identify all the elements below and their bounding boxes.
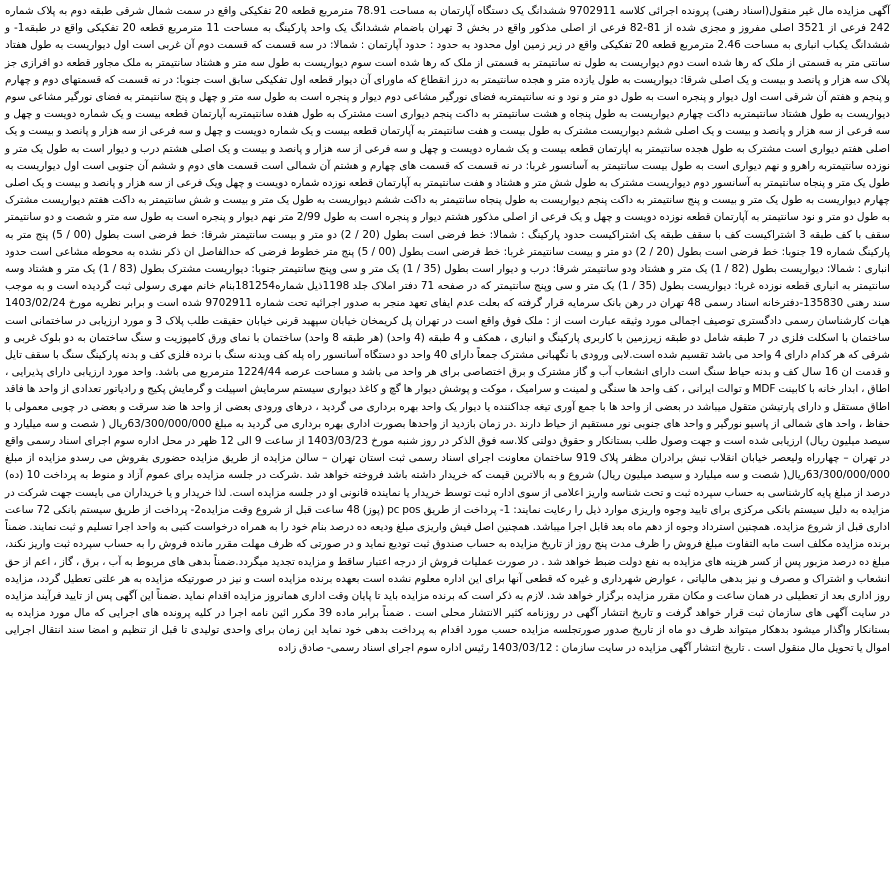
auction-notice-text: آگهی مزایده مال غیر منقول(اسناد رهنی) پرونده اجرائی کلاسه 9702911 ششدانگ یک دستگاه آپارتمان به مساحت 78.91 مترمربع قطعه 20 تفکیکی واقع در سمت شمال شرقی طبقه دوم به پلاک شماره 242 فرعی از 3521 اصلی مفروز و مجزی شده از 81-82 فرعی از اصلی مذکور واقع در بخش 3 تهران باضمام ششدانگ یک واحد پارکینگ به مساحت 11 مترمربع قطعه 20 تفکیکی واقع در طبقه1- و ششدانگ یکباب انباری به مساحت 2.46 مترمربع قطعه 20 تفکیکی واقع در زیر زمین اول محدود به حدود : حدود آپارتمان : شمالا: در سه قسمت که قسمت دوم آن غربی است اول دیواریست به طول هفتاد سانتی متر به قسمتی از ملک که رها شده است دوم دیواریست به طول نه سانتیمتر به قسمتی از ملک که رها شده است سوم دیواریست به طول سه متر و هشتاد سانتیمتر به ملک مجاور قطعه دو افرازی جز پلاک سه هزار و پانصد و بیست و یک اصلی شرقا: دیواریست به طول یازده متر و هجده سانتیمتر به درز انقطاع که ماورای آن دیوار قطعه اول تفکیکی سابق است جنوبا: در نه قسمت که قسمتهای دوم و چهارم و پنجم و هفتم آن شرقی است اول دیوار و پنجره است به طول دو متر و نود و نه سانتیمتربه فضای نورگیر مشاعی دوم دیوار و پنجره است به طول سه متر و چهل و پنج سانتیمتر به فضای نورگیر مشاعی سوم دیواریست به طول هشتاد سانتیمتربه داکت چهارم دیواریست به طول پنجاه و هشت سانتیمتر به داکت پنجم دیواری است مشترک به طول هفده سانتیمتربه آپارتمان قطعه بیست و یک شماره دویست و چهل و سه فرعی از سه هزار و پانصد و بیست و یک اصلی ششم دیواریست مشترک به طول بیست و هفت سانتیمتر به آپارتمان قطعه بیست و یک شماره دویست و چهل و سه فرعی از سه هزار و پانصد و بیست و یک اصلی هفتم دیواری است مشترک به طول هجده سانتیمتر به اپارتمان قطعه بیست و یک شماره دویست و چهل و سه فرعی از سه هزار و پانصد و بیست و یک اصلی هشتم درب و دیوار است به طول یک متر و نوزده سانتیمتربه راهرو و نهم دیواری است به طول بیست سانتیمتر به آسانسور غربا: در نه قسمت که قسمت های چهارم و هشتم آن شمالی است قسمت های دوم و ششم آن جنوبی است اول دیواریست به طول یک متر و پنجاه سانتیمتر به آسانسور دوم دیواریست مشترک به طول شش متر و هشتاد و هفت سانتیمتر به آپارتمان قطعه نوزده شماره دویست و چهل ویک فرعی از سه هزار و پانصد و بیست و یک اصلی چهارم دیواریست به طول یک متر و بیست و پنج سانتیمتر به داکت پنجم دیواریست به طول پنجاه سانتیمتر به داکت ششم دیواریست به طول یک متر و بیست و شش سانتیمتر به داکت هفتم دیواریست مشترک به طول دو متر و نود سانتیمتر به آپارتمان قطعه نوزده دویست و چهل و یک فرعی از اصلی مذکور هشتم دیوار و پنجره است به طول 2/99 متر نهم دیوار و پنجره است به طول سه متر و شصت و دو سانتیمتر سقف با کف طبقه 3 اشتراکیست کف با سقف طبقه یک اشتراکیست حدود پارکینگ : شمالا: خط فرضی است بطول (20 / 2) دو متر و بیست سانتیمتر شرقا: خط فرضی است بطول (00 / 5) پنج متر به پارکینگ شماره 19 جنوبا: خط فرضی است بطول (20 / 2) دو متر و بیست سانتیمتر غربا: خط فرضی است بطول (00 / 5) پنج متر خطوط فرضی که حدالفاصل ان ذکر نشده به محوطه مشاعی است حدود انباری : شمالا: دیواریست بطول (82 / 1) یک متر و هشتاد ودو سانتیمتر شرقا: درب و دیوار است بطول (35 / 1) یک متر و سی وپنج سانتیمتر جنوبا: دیواریست مشترک بطول (83 / 1) یک متر و هشتاد وسه سانتیمتر به انباری قطعه نوزده غربا: دیواریست بطول (35 / 1) یک متر و سی وپنج سانتیمتر که در صفحه 71 دفتر املاک جلد 1198ذیل شماره181254بنام خانم مهری رسولی ثبت گردیده است و به موجب سند رهنی 135830-دفترخانه اسناد رسمی 48 تهران در رهن بانک سرمایه قرار گرفته که بعلت عدم ایفای تعهد منجر به صدور اجرائیه تحت شماره 9702911 شده است و برابر نظریه مورخ 1403/02/24 هیات کارشناسان رسمی دادگستری توصیف اجمالی مورد وثیقه عبارت است از : ملک فوق واقع است در تهران پل کریمخان خیابان سپهبد قرنی خیابان حقیقت طلب پلاک 3 و مورد ارزیابی در ساختمانی است ساختمان با اسکلت فلزی در 7 طبقه شامل دو طبقه زیرزمین با کاربری پارکینگ و انباری ، همکف و 4 طبقه (4 واحد) (هر طبقه 8 واحد) ساختمان با نمای ورق کامپوزیت و سنگ ساختمان به دو بلوک غربی و شرقی که هر کدام دارای 4 واحد می باشد تقسیم شده است.لابی ورودی با نگهبانی مشترک جمعاً دارای 40 واحد دو دستگاه آسانسور راه پله کف وبدنه سنگ با نرده فلزی کف و بدنه پارکینگ سنگ با سقف تایل و قدمت ان 16 سال کف و بدنه حیاط سنگ است دارای انشعاب آب و گاز مشترک و برق اختصاصی برای هر واحد می باشد و مساحت عرصه 1224/44 مترمربع می باشد. واحد مورد ارزیابی دارای پذیرایی ، اطاق ، ابدار خانه با کابینت MDF و توالت ایرانی ، کف واحد ها سنگی و لمینت و سرامیک ، موکت و پوشش دیوار ها گچ و کاغذ دیواری سیستم سرمایش اسپیلت و گرمایش پکیج و رادیاتور تعدادی از واحد ها فاقد اطاق مستقل و دارای پارتیشن متقول میباشد در بعضی از واحد ها با جمع آوری تیغه جداکننده یا دیوار یک واحد بهره برداری می گردید ، درهای ورودی بعضی از واحد ها ضد سرقت و بعضی در چوبی معمولی با حفاظ ، واحد های شمالی از پاسیو نورگیر و واحد های جنوبی نور مستقیم از حیاط دارند .در زمان بازدید از واحدها بصورت اداری بهره برداری می گردید به مبلغ 63/300/000/000ریال ( شصت و سه میلیارد و سیصد میلیون ریال) ارزیابی شده است و جهت وصول طلب بستانکار و حقوق دولتی کلا.سه فوق الذکر در روز شنبه مورخ 1403/03/23 از ساعت 9 الی 12 ظهر در محل اداره سوم اجرای اسناد رسمی واقع در تهران – چهارراه ولیعصر خیابان انقلاب نبش برادران مظفر پلاک 919 ساختمان معاونت اجرای اسناد رسمی ثبت استان تهران – سالن مزایده از طریق مزایده حضوری بفروش می رسدو مزایده از مبلغ 63/300/000/000ریال( شصت و سه میلیارد و سیصد میلیون ریال) شروع و به بالاترین قیمت که خریدار داشته باشد فروخته خواهد شد .شرکت در جلسه مزایده برای عموم آزاد و منوط به پرداخت 10 (ده) درصد از مبلغ پایه کارشناسی به حساب سپرده ثبت و تحت شناسه واریز اعلامی از سوی اداره ثبت توسط خریدار یا نماینده قانونی او در جلسه مزایده است. لذا خریدار و یا خریداران می بایست جهت شرکت در مزایده به دلیل سیستم بانکی مرکزی برای تایید وجوه واریزی موارد ذیل را رعایت نمایند: 1- پرداخت از طریق pc pos (پوز) 48 ساعت قبل از شروع وقت مزایده2- پرداخت از طریق سیستم بانکی 72 ساعت اداری قبل از شروع مزایده. همچنین استرداد وجوه از دهم ماه بعد قابل اجرا میباشد. همچنین اصل فیش واریزی مبلغ ودیعه ده درصد بنام خود را به همراه درخواست کتبی به واحد اجرا تسلیم و ثبت نمایند. ضمناً برنده مزایده مکلف است مابه التفاوت مبلغ فروش را ظرف مدت پنج روز از تاریخ مزایده به حساب صندوق ثبت تودیع نماید و در صورتی که ظرف مهلت مقرر مانده فروش را به حساب سپرده ثبت واریز نکند، مبلغ ده درصد مزبور پس از کسر هزینه های مزایده به نفع دولت ضبط خواهد شد . در صورت عملیات فروش از درجه اعتبار ساقط و مزایده تجدید میگردد.ضمناً بدهی های مربوط به آب ، برق ، گاز ، اعم از حق انشعاب و اشتراک و مصرف و نیز بدهی مالیاتی ، عوارض شهرداری و غیره که قطعی آنها برای این اداره معلوم نشده است بعهده برنده مزایده است و نیز در صورتیکه مزایده به هر علتی تعطیل گردد، مزایده روز اداری بعد از تعطیلی در همان ساعت و مکان مقرر مزایده برگزار خواهد شد. لازم به ذکر است که برنده مزایده باید تا پایان وقت اداری همانروز مزایده اقدام نماید .ضمناً این آگهی پس از تایید فرآیند مزایده در سایت آگهی های سازمان ثبت قرار خواهد گرفت و تاریخ انتشار آگهی در روزنامه کثیر الانتشار محلی است . ضمناً برابر ماده 39 مکرر ائین نامه اجرا در کلیه پرونده های اجرایی که مال مورد مزایده به بستانکار واگذار میشود بدهکار میتواند ظرف دو ماه از تاریخ صدور صورتجلسه مزایده حسب مورد اقدام به پرداخت بدهی خود نماید این زمان برای واحدی تولیدی تا قبل از تنظیم و امضا سند انتقال اجرایی اموال یا تحویل مال منقول است . تاریخ انتشار آگهی مزایده در سایت سازمان : 1403/03/12 رئیس اداره سوم اجرای اسناد رسمی- صادق زاده [5, 5, 891, 654]
